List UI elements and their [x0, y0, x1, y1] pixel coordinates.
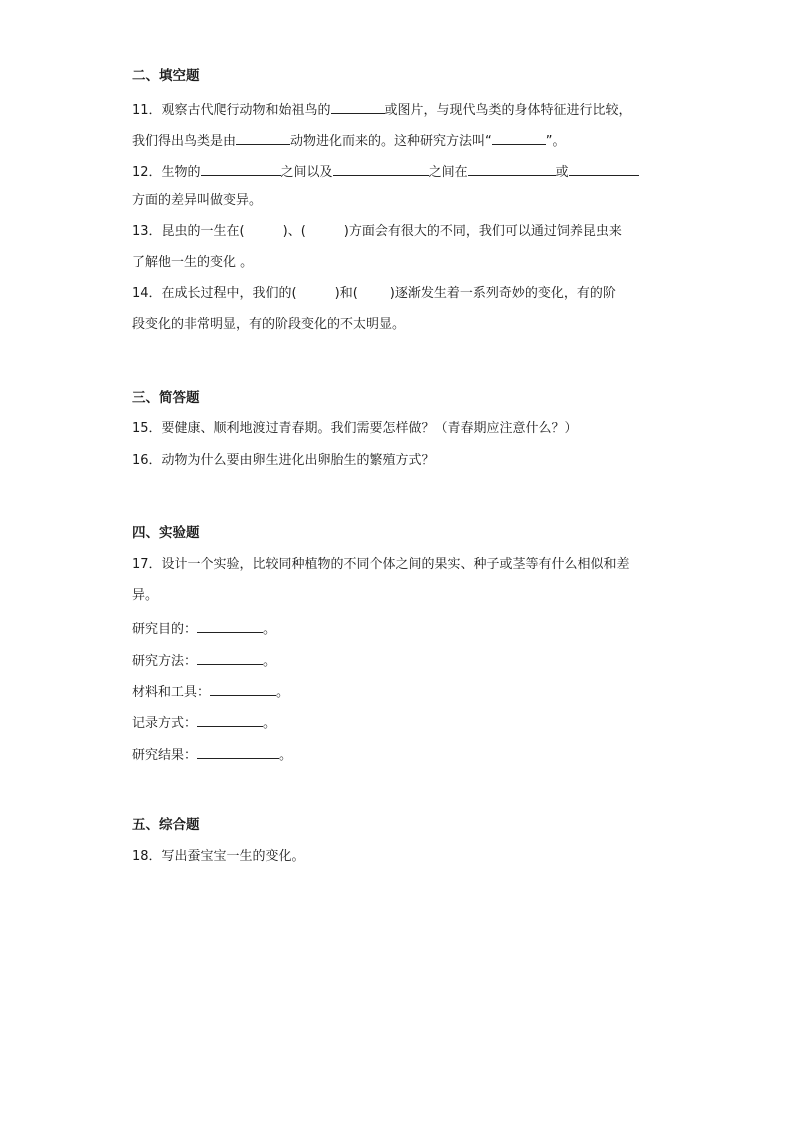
item-end: 。: [263, 622, 277, 637]
experiment-item-result: [132, 744, 292, 765]
item-end: 。: [263, 654, 277, 669]
question-14-line-2: 段变化的非常明显，有的阶段变化的不太明显。: [132, 317, 406, 332]
section-heading-experiment: 四、实验题: [132, 525, 200, 541]
question-12-line-1: [132, 161, 639, 182]
question-15: 15．要健康、顺利地渡过青春期。我们需要怎样做？（青春期应注意什么？）: [132, 421, 578, 436]
question-11-line-2: [132, 130, 566, 151]
section-heading-short: 三、简答题: [132, 390, 200, 406]
q11-text-d: 动物进化而来的。这种研究方法叫“: [290, 134, 492, 149]
question-14-line-1: [132, 285, 616, 303]
q11-text-e: ”。: [545, 134, 566, 149]
question-17-line-2: 异。: [132, 588, 159, 603]
q13-text-c: )方面会有很大的不同，我们可以通过饲养昆虫来: [343, 224, 622, 239]
q12-blank-2[interactable]: [333, 161, 429, 176]
question-13-line-2: 了解他一生的变化 。: [132, 255, 254, 270]
item-label: 研究结果：: [132, 748, 198, 763]
q12-blank-3[interactable]: [468, 161, 556, 176]
q11-text-c: 我们得出鸟类是由: [132, 134, 237, 149]
q14-text-c: )逐渐发生着一系列奇妙的变化，有的阶: [389, 286, 616, 301]
item-label: 研究方法：: [132, 654, 198, 669]
q14-text-b: )和(: [334, 286, 358, 301]
method-blank[interactable]: [197, 650, 263, 665]
section-heading-comprehensive: 五、综合题: [132, 817, 200, 833]
experiment-item-purpose: [132, 618, 276, 639]
q12-text-a: 12．生物的: [132, 165, 201, 180]
result-blank[interactable]: [197, 744, 279, 759]
materials-blank[interactable]: [210, 681, 276, 696]
recording-blank[interactable]: [197, 712, 263, 727]
q11-text-a: 11．观察古代爬行动物和始祖鸟的: [132, 103, 331, 118]
experiment-item-materials: [132, 681, 289, 702]
q14-text-a: 14．在成长过程中，我们的(: [132, 286, 297, 301]
question-17-line-1: 17．设计一个实验，比较同种植物的不同个体之间的果实、种子或茎等有什么相似和差: [132, 557, 630, 572]
q12-text-c: 之间在: [428, 165, 468, 180]
q11-blank-2[interactable]: [236, 130, 290, 145]
item-end: 。: [279, 748, 293, 763]
question-13-line-1: [132, 223, 622, 241]
q11-text-b: 或图片，与现代鸟类的身体特征进行比较，: [384, 103, 632, 118]
experiment-item-recording: [132, 712, 276, 733]
question-18: 18．写出蚕宝宝一生的变化。: [132, 849, 305, 864]
purpose-blank[interactable]: [197, 618, 263, 633]
question-12-line-2: 方面的差异叫做变异。: [132, 193, 263, 208]
question-11-line-1: [132, 99, 632, 120]
q12-blank-4[interactable]: [569, 161, 639, 176]
item-end: 。: [263, 716, 277, 731]
q13-text-b: )、(: [282, 224, 306, 239]
question-16: 16．动物为什么要由卵生进化出卵胎生的繁殖方式？: [132, 453, 435, 468]
q12-blank-1[interactable]: [201, 161, 281, 176]
item-end: 。: [276, 685, 290, 700]
experiment-item-method: [132, 650, 276, 671]
q11-blank-1[interactable]: [331, 99, 385, 114]
q12-text-d: 或: [555, 165, 569, 180]
section-heading-fill: 二、填空题: [132, 68, 200, 84]
item-label: 材料和工具：: [132, 685, 211, 700]
q13-text-a: 13．昆虫的一生在(: [132, 224, 245, 239]
q12-text-b: 之间以及: [280, 165, 333, 180]
q11-blank-3[interactable]: [492, 130, 546, 145]
item-label: 记录方式：: [132, 716, 198, 731]
item-label: 研究目的：: [132, 622, 198, 637]
